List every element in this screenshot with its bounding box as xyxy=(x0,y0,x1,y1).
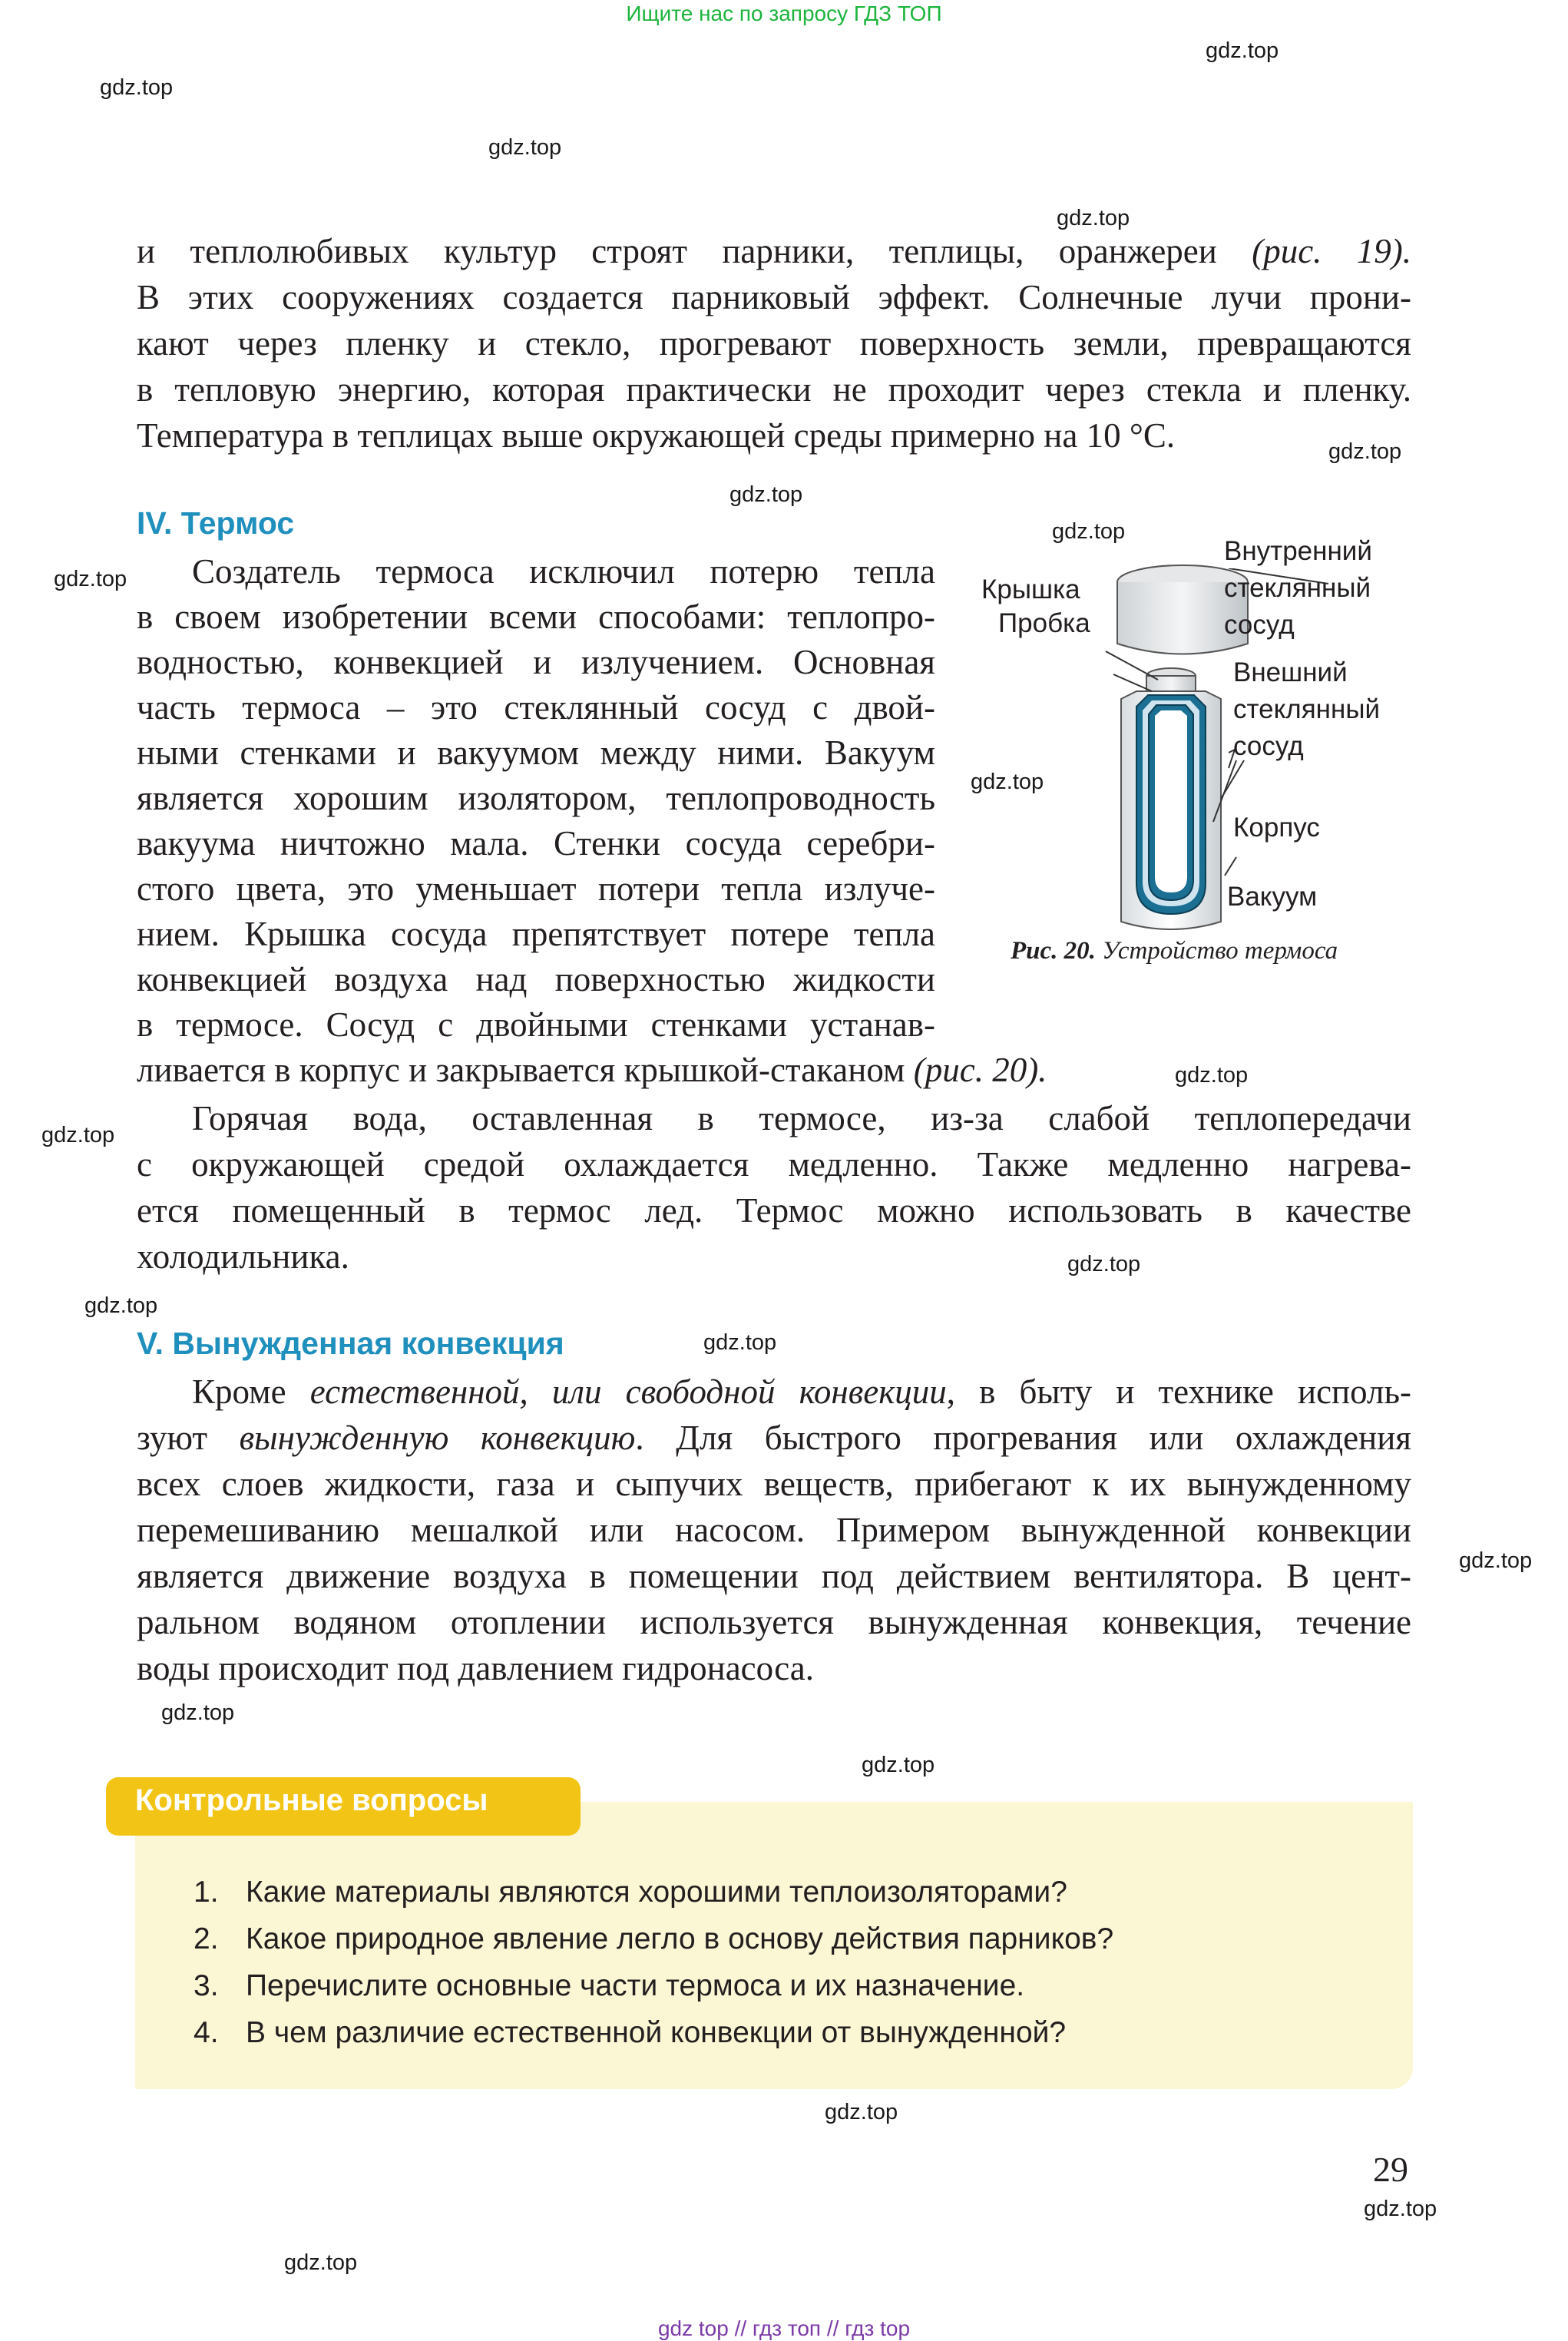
text-line: стого цвета, это уменьшает потери тепла излуче- xyxy=(137,869,935,908)
label-line: сосуд xyxy=(1224,610,1295,640)
text-line xyxy=(137,1416,1411,1462)
label-inner-vessel xyxy=(1224,533,1372,644)
text-line: всех слоев жидкости, газа и сыпучих веществ, прибегают к их вынужденному xyxy=(137,1465,1411,1503)
label-line: стеклянный xyxy=(1224,573,1371,603)
text-line: ливается в корпус и закрывается крышкой-стаканом xyxy=(137,1051,905,1089)
section-heading-thermos: IV. Термос xyxy=(137,505,295,541)
watermark: gdz.top xyxy=(1328,439,1402,464)
question-number: 3. xyxy=(194,1969,219,2002)
watermark: gdz.top xyxy=(1364,2197,1437,2221)
text-run: Кроме xyxy=(192,1372,310,1411)
page-number: 29 xyxy=(1373,2150,1408,2189)
text-line: с окружающей средой охлаждается медленно. Также медленно нагрева- xyxy=(137,1145,1411,1184)
watermark: gdz.top xyxy=(54,567,127,591)
watermark: gdz.top xyxy=(825,2100,898,2124)
text-line: Создатель термоса исключил потерю тепла xyxy=(192,552,935,591)
text-line: кают через пленку и стекло, прогревают поверхность земли, превращаются xyxy=(137,324,1411,363)
watermark: gdz.top xyxy=(862,1753,935,1777)
text-run: , в быту и технике исполь- xyxy=(946,1372,1411,1411)
text-run: зуют xyxy=(137,1419,240,1457)
question-text: Перечислите основные части термоса и их назначение. xyxy=(246,1969,1025,2002)
question-text: В чем различие естественной конвекции от вынужденной? xyxy=(246,2016,1067,2049)
label-vacuum: Вакуум xyxy=(1227,882,1318,912)
watermark: gdz.top xyxy=(1052,519,1126,544)
label-cork: Пробка xyxy=(998,608,1090,638)
text-line: вакуума ничтожно мала. Стенки сосуда серебри- xyxy=(137,824,935,863)
watermark: gdz.top xyxy=(1067,1252,1141,1276)
text-line xyxy=(192,1369,1411,1416)
watermark: gdz.top xyxy=(488,135,562,160)
text-line: является движение воздуха в помещении под действием вентилятора. В цент- xyxy=(137,1557,1411,1595)
figure-ref: (рис. 19). xyxy=(1252,232,1411,270)
figure-caption xyxy=(1011,937,1338,965)
text-line: и теплолюбивых культур строят парники, теплицы, оранжереи xyxy=(137,232,1217,270)
question-text: Какие материалы являются хорошими теплоизоляторами? xyxy=(246,1876,1067,1909)
label-outer-vessel xyxy=(1233,654,1380,765)
watermark: gdz.top xyxy=(1206,38,1279,63)
watermark: gdz.top xyxy=(84,1293,158,1318)
text-line: нием. Крышка сосуда препятствует потере тепла xyxy=(137,915,935,953)
text-line: является хорошим изолятором, теплопроводность xyxy=(137,779,935,817)
figure-ref: (рис. 20). xyxy=(913,1051,1047,1089)
question-text: Какое природное явление легло в основу действия парников? xyxy=(246,1922,1114,1955)
text-line: перемешиванию мешалкой или насосом. Примером вынужденной конвекции xyxy=(137,1511,1411,1549)
section-heading-forced-convection: V. Вынужденная конвекция xyxy=(137,1326,564,1361)
text-line: в тепловую энергию, которая практически не проходит через стекла и пленку. xyxy=(137,370,1411,409)
text-run-italic: естественной, или свободной конвекции xyxy=(309,1372,947,1411)
text-line: водностью, конвекцией и излучением. Основная xyxy=(137,643,935,681)
watermark: gdz.top xyxy=(971,770,1044,794)
watermark: gdz.top xyxy=(1459,1548,1533,1573)
text-line: ными стенками и вакуумом между ними. Вакуум xyxy=(137,733,935,772)
question-number: 4. xyxy=(194,2016,219,2049)
text-line: в термосе. Сосуд с двойными стенками устанав- xyxy=(137,1005,935,1044)
question-number: 1. xyxy=(194,1876,219,1909)
label-cap: Крышка xyxy=(981,574,1080,604)
label-line: сосуд xyxy=(1233,731,1304,761)
text-line: Горячая вода, оставленная в термосе, из-за слабой теплопередачи xyxy=(192,1099,1411,1137)
text-line: в своем изобретении всеми способами: теплопро- xyxy=(137,598,935,636)
label-body: Корпус xyxy=(1233,813,1320,843)
caption-number: Рис. 20. xyxy=(1011,937,1096,965)
top-banner-link[interactable]: Ищите нас по запросу ГДЗ ТОП xyxy=(626,2,942,25)
text-line: конвекцией воздуха над поверхностью жидкости xyxy=(137,960,935,998)
label-line: Внутренний xyxy=(1224,536,1372,566)
text-line: часть термоса – это стеклянный сосуд с двой- xyxy=(137,688,935,727)
text-line: Температура в теплицах выше окружающей среды примерно на 10 °С. xyxy=(137,416,1176,455)
text-line: ется помещенный в термос лед. Термос можно использовать в качестве xyxy=(137,1191,1411,1230)
watermark: gdz.top xyxy=(41,1123,115,1147)
watermark: gdz.top xyxy=(703,1330,777,1355)
watermark: gdz.top xyxy=(1057,206,1130,230)
text-line: В этих сооружениях создается парниковый эффект. Солнечные лучи прони- xyxy=(137,278,1411,316)
question-number: 2. xyxy=(194,1922,219,1955)
watermark: gdz.top xyxy=(729,482,803,507)
text-line: холодильника. xyxy=(137,1237,349,1276)
text-line: воды происходит под давлением гидронасоса. xyxy=(137,1649,815,1687)
text-line: ральном водяном отоплении используется вынужденная конвекция, течение xyxy=(137,1603,1411,1641)
watermark: gdz.top xyxy=(161,1700,235,1725)
watermark: gdz.top xyxy=(284,2250,358,2275)
bottom-links[interactable]: gdz top // гдз топ // гдз top xyxy=(657,2316,911,2340)
watermark: gdz.top xyxy=(1175,1063,1249,1088)
text-run: . Для быстрого прогревания или охлаждения xyxy=(635,1419,1411,1457)
text-run-italic: вынужденную конвекцию xyxy=(239,1419,636,1457)
questions-title: Контрольные вопросы xyxy=(135,1783,488,1817)
watermark: gdz.top xyxy=(100,75,174,100)
caption-text: Устройство термоса xyxy=(1102,937,1338,965)
label-line: Внешний xyxy=(1233,657,1348,687)
label-line: стеклянный xyxy=(1233,694,1381,724)
